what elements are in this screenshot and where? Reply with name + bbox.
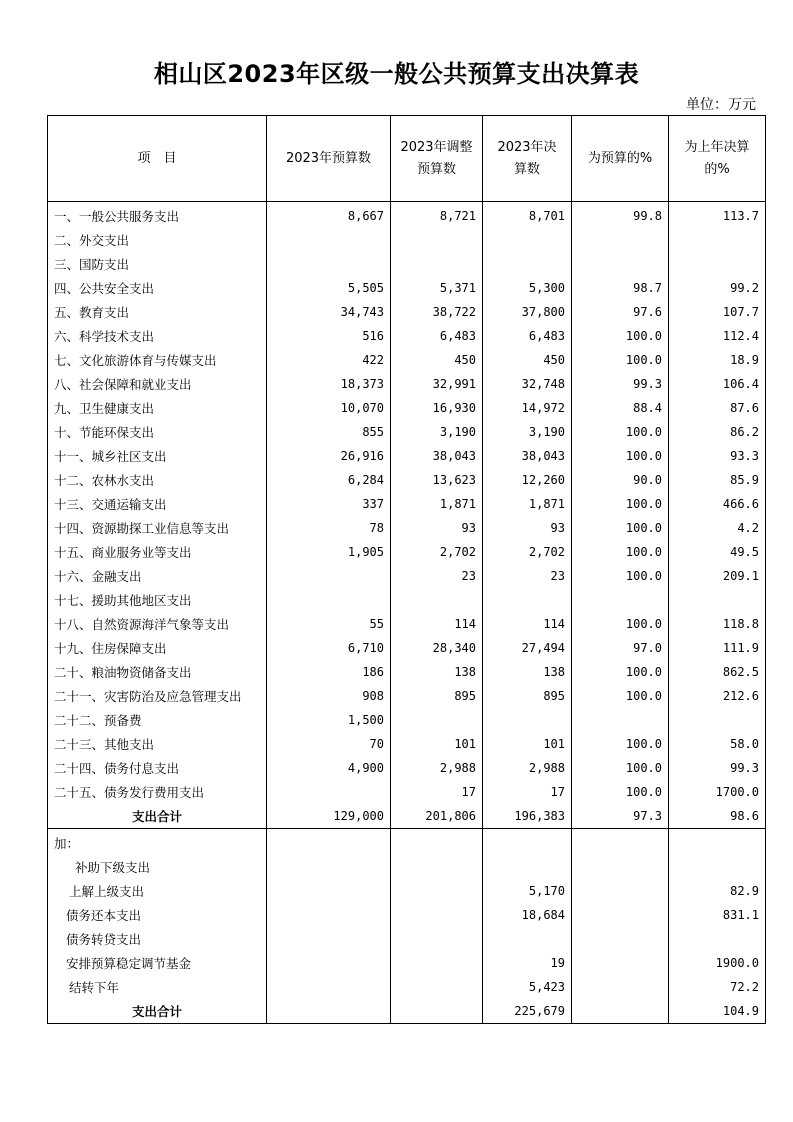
cell-final [483, 829, 572, 856]
cell-adjusted: 32,991 [391, 372, 483, 396]
cell-adjusted: 17 [391, 780, 483, 804]
cell-budget: 5,505 [267, 276, 391, 300]
row-name: 支出合计 [48, 804, 267, 829]
table-row [48, 564, 766, 588]
row-name: 十、节能环保支出 [48, 420, 267, 444]
cell-final: 18,684 [483, 903, 572, 927]
cell-pct-prev [669, 829, 766, 856]
table-row [48, 324, 766, 348]
cell-pct-budget: 100.0 [572, 564, 669, 588]
table-body [48, 202, 766, 1024]
cell-adjusted: 23 [391, 564, 483, 588]
cell-adjusted [391, 228, 483, 252]
cell-budget: 337 [267, 492, 391, 516]
table-row [48, 903, 766, 927]
cell-pct-prev: 106.4 [669, 372, 766, 396]
cell-pct-budget: 99.3 [572, 372, 669, 396]
cell-pct-budget: 97.3 [572, 804, 669, 829]
cell-pct-prev: 4.2 [669, 516, 766, 540]
page-title: 相山区2023年区级一般公共预算支出决算表 [153, 60, 640, 88]
unit-label: 单位：万元 [686, 97, 756, 113]
table-row [48, 444, 766, 468]
row-name: 二十三、其他支出 [48, 732, 267, 756]
row-name: 二十一、灾害防治及应急管理支出 [48, 684, 267, 708]
table-row [48, 804, 766, 829]
table-row [48, 202, 766, 229]
cell-pct-budget: 100.0 [572, 420, 669, 444]
cell-adjusted: 114 [391, 612, 483, 636]
row-name: 一、一般公共服务支出 [48, 202, 267, 229]
table-row [48, 420, 766, 444]
header-final-line1: 2023年决 [497, 139, 557, 155]
cell-final: 14,972 [483, 396, 572, 420]
header-item: 项 目 [48, 116, 267, 202]
cell-pct-budget: 97.6 [572, 300, 669, 324]
cell-pct-budget: 90.0 [572, 468, 669, 492]
cell-final: 895 [483, 684, 572, 708]
cell-adjusted: 5,371 [391, 276, 483, 300]
row-name: 十三、交通运输支出 [48, 492, 267, 516]
row-name: 上解上级支出 [48, 879, 267, 903]
cell-final: 450 [483, 348, 572, 372]
cell-pct-prev: 112.4 [669, 324, 766, 348]
cell-adjusted [391, 975, 483, 999]
cell-pct-prev [669, 708, 766, 732]
row-name: 债务转贷支出 [48, 927, 267, 951]
cell-adjusted: 16,930 [391, 396, 483, 420]
row-name: 十一、城乡社区支出 [48, 444, 267, 468]
cell-pct-prev: 58.0 [669, 732, 766, 756]
cell-pct-budget: 100.0 [572, 780, 669, 804]
cell-final: 5,170 [483, 879, 572, 903]
cell-final: 8,701 [483, 202, 572, 229]
row-name: 二十四、债务付息支出 [48, 756, 267, 780]
cell-final [483, 228, 572, 252]
cell-pct-budget [572, 252, 669, 276]
cell-budget: 6,284 [267, 468, 391, 492]
cell-budget: 10,070 [267, 396, 391, 420]
cell-pct-budget: 100.0 [572, 540, 669, 564]
cell-pct-budget: 100.0 [572, 492, 669, 516]
table-row [48, 879, 766, 903]
cell-final: 37,800 [483, 300, 572, 324]
cell-budget [267, 879, 391, 903]
cell-pct-budget [572, 228, 669, 252]
cell-pct-budget [572, 855, 669, 879]
cell-adjusted: 895 [391, 684, 483, 708]
cell-final: 19 [483, 951, 572, 975]
cell-budget [267, 903, 391, 927]
cell-adjusted: 2,702 [391, 540, 483, 564]
cell-budget: 908 [267, 684, 391, 708]
cell-pct-prev: 107.7 [669, 300, 766, 324]
cell-pct-prev: 1700.0 [669, 780, 766, 804]
cell-adjusted [391, 708, 483, 732]
row-name: 债务还本支出 [48, 903, 267, 927]
cell-budget: 6,710 [267, 636, 391, 660]
cell-budget: 70 [267, 732, 391, 756]
cell-final [483, 927, 572, 951]
cell-budget [267, 564, 391, 588]
cell-pct-budget [572, 708, 669, 732]
header-pct-prev-line2: 的% [704, 161, 730, 177]
table-row [48, 540, 766, 564]
cell-final: 196,383 [483, 804, 572, 829]
cell-pct-prev: 831.1 [669, 903, 766, 927]
cell-final: 12,260 [483, 468, 572, 492]
cell-adjusted: 6,483 [391, 324, 483, 348]
header-final [483, 116, 572, 202]
cell-final: 3,190 [483, 420, 572, 444]
row-name: 十六、金融支出 [48, 564, 267, 588]
table-row [48, 228, 766, 252]
row-name: 八、社会保障和就业支出 [48, 372, 267, 396]
cell-final: 1,871 [483, 492, 572, 516]
header-adjusted-line2: 预算数 [416, 161, 456, 177]
cell-pct-budget [572, 829, 669, 856]
table-row [48, 756, 766, 780]
row-name: 十二、农林水支出 [48, 468, 267, 492]
cell-adjusted: 101 [391, 732, 483, 756]
cell-final: 114 [483, 612, 572, 636]
table-row [48, 927, 766, 951]
cell-adjusted [391, 855, 483, 879]
cell-adjusted [391, 903, 483, 927]
cell-pct-budget: 100.0 [572, 660, 669, 684]
row-name: 十五、商业服务业等支出 [48, 540, 267, 564]
table-row [48, 855, 766, 879]
row-name: 结转下年 [48, 975, 267, 999]
cell-pct-budget: 99.8 [572, 202, 669, 229]
cell-pct-prev: 466.6 [669, 492, 766, 516]
cell-budget [267, 588, 391, 612]
cell-adjusted: 2,988 [391, 756, 483, 780]
cell-pct-prev [669, 228, 766, 252]
cell-pct-prev: 86.2 [669, 420, 766, 444]
cell-budget: 78 [267, 516, 391, 540]
row-name: 二十、粮油物资储备支出 [48, 660, 267, 684]
row-name: 加： [48, 829, 267, 856]
cell-budget: 4,900 [267, 756, 391, 780]
cell-final: 225,679 [483, 999, 572, 1024]
cell-pct-budget: 100.0 [572, 348, 669, 372]
table-row [48, 660, 766, 684]
table-row [48, 636, 766, 660]
table-row [48, 492, 766, 516]
cell-pct-prev: 104.9 [669, 999, 766, 1024]
table-row [48, 516, 766, 540]
cell-budget [267, 228, 391, 252]
cell-pct-prev: 209.1 [669, 564, 766, 588]
row-name: 四、公共安全支出 [48, 276, 267, 300]
header-pct-prev [669, 116, 766, 202]
table-row [48, 732, 766, 756]
cell-pct-prev: 49.5 [669, 540, 766, 564]
cell-pct-budget [572, 588, 669, 612]
cell-pct-budget: 100.0 [572, 324, 669, 348]
cell-final: 38,043 [483, 444, 572, 468]
cell-final: 17 [483, 780, 572, 804]
cell-budget: 18,373 [267, 372, 391, 396]
cell-pct-budget: 88.4 [572, 396, 669, 420]
cell-pct-budget: 97.0 [572, 636, 669, 660]
table-row [48, 999, 766, 1024]
cell-pct-budget [572, 879, 669, 903]
table-row [48, 951, 766, 975]
cell-final: 93 [483, 516, 572, 540]
cell-adjusted: 28,340 [391, 636, 483, 660]
row-name: 七、文化旅游体育与传媒支出 [48, 348, 267, 372]
row-name: 十七、援助其他地区支出 [48, 588, 267, 612]
cell-pct-prev [669, 252, 766, 276]
cell-budget: 422 [267, 348, 391, 372]
row-name: 十八、自然资源海洋气象等支出 [48, 612, 267, 636]
cell-budget: 55 [267, 612, 391, 636]
cell-budget [267, 927, 391, 951]
cell-pct-budget: 100.0 [572, 612, 669, 636]
cell-adjusted [391, 252, 483, 276]
cell-pct-prev [669, 855, 766, 879]
cell-pct-budget [572, 975, 669, 999]
row-name: 安排预算稳定调节基金 [48, 951, 267, 975]
cell-final: 2,988 [483, 756, 572, 780]
cell-pct-prev: 99.2 [669, 276, 766, 300]
cell-pct-prev: 87.6 [669, 396, 766, 420]
cell-budget: 1,500 [267, 708, 391, 732]
header-adjusted-line1: 2023年调整 [400, 139, 473, 155]
header-pct-budget: 为预算的% [572, 116, 669, 202]
cell-final: 101 [483, 732, 572, 756]
cell-pct-budget: 100.0 [572, 684, 669, 708]
cell-budget [267, 999, 391, 1024]
cell-budget [267, 855, 391, 879]
cell-budget: 34,743 [267, 300, 391, 324]
table-row [48, 252, 766, 276]
row-name: 六、科学技术支出 [48, 324, 267, 348]
table-row [48, 348, 766, 372]
cell-pct-prev: 113.7 [669, 202, 766, 229]
row-name: 十四、资源勘探工业信息等支出 [48, 516, 267, 540]
cell-pct-prev: 85.9 [669, 468, 766, 492]
cell-pct-prev [669, 588, 766, 612]
cell-final [483, 588, 572, 612]
cell-adjusted: 3,190 [391, 420, 483, 444]
cell-adjusted [391, 829, 483, 856]
cell-budget: 186 [267, 660, 391, 684]
cell-pct-prev: 111.9 [669, 636, 766, 660]
table-row [48, 396, 766, 420]
cell-adjusted: 93 [391, 516, 483, 540]
cell-pct-prev [669, 927, 766, 951]
cell-final: 23 [483, 564, 572, 588]
row-name: 支出合计 [48, 999, 267, 1024]
cell-final [483, 855, 572, 879]
row-name: 九、卫生健康支出 [48, 396, 267, 420]
table-row [48, 276, 766, 300]
row-name: 补助下级支出 [48, 855, 267, 879]
row-name: 二十五、债务发行费用支出 [48, 780, 267, 804]
cell-budget [267, 829, 391, 856]
cell-adjusted [391, 927, 483, 951]
table-row [48, 300, 766, 324]
cell-pct-budget: 100.0 [572, 756, 669, 780]
cell-final: 138 [483, 660, 572, 684]
cell-pct-prev: 72.2 [669, 975, 766, 999]
cell-pct-budget [572, 951, 669, 975]
cell-budget: 8,667 [267, 202, 391, 229]
cell-adjusted: 1,871 [391, 492, 483, 516]
cell-adjusted [391, 879, 483, 903]
cell-pct-budget: 100.0 [572, 732, 669, 756]
cell-pct-prev: 99.3 [669, 756, 766, 780]
cell-adjusted: 8,721 [391, 202, 483, 229]
table-row [48, 468, 766, 492]
cell-budget: 1,905 [267, 540, 391, 564]
cell-budget: 26,916 [267, 444, 391, 468]
header-budget: 2023年预算数 [267, 116, 391, 202]
row-name: 二、外交支出 [48, 228, 267, 252]
cell-final: 5,423 [483, 975, 572, 999]
cell-adjusted: 138 [391, 660, 483, 684]
cell-pct-budget: 98.7 [572, 276, 669, 300]
table-row [48, 708, 766, 732]
table-row [48, 588, 766, 612]
cell-final [483, 252, 572, 276]
cell-final: 2,702 [483, 540, 572, 564]
header-final-line2: 算数 [513, 161, 540, 177]
cell-pct-budget [572, 903, 669, 927]
cell-pct-prev: 93.3 [669, 444, 766, 468]
header-pct-prev-line1: 为上年决算 [684, 139, 750, 155]
table-row [48, 372, 766, 396]
cell-budget: 516 [267, 324, 391, 348]
cell-budget [267, 951, 391, 975]
cell-pct-budget [572, 999, 669, 1024]
cell-budget: 129,000 [267, 804, 391, 829]
cell-adjusted [391, 588, 483, 612]
header-adjusted [391, 116, 483, 202]
cell-adjusted: 38,722 [391, 300, 483, 324]
cell-budget [267, 252, 391, 276]
cell-pct-prev: 118.8 [669, 612, 766, 636]
row-name: 二十二、预备费 [48, 708, 267, 732]
cell-adjusted: 13,623 [391, 468, 483, 492]
cell-pct-prev: 82.9 [669, 879, 766, 903]
cell-adjusted [391, 951, 483, 975]
cell-pct-prev: 1900.0 [669, 951, 766, 975]
cell-pct-prev: 212.6 [669, 684, 766, 708]
cell-adjusted: 201,806 [391, 804, 483, 829]
cell-pct-budget [572, 927, 669, 951]
cell-pct-prev: 98.6 [669, 804, 766, 829]
cell-final: 5,300 [483, 276, 572, 300]
row-name: 三、国防支出 [48, 252, 267, 276]
cell-final: 32,748 [483, 372, 572, 396]
row-name: 五、教育支出 [48, 300, 267, 324]
cell-budget [267, 975, 391, 999]
cell-pct-budget: 100.0 [572, 516, 669, 540]
cell-pct-prev: 18.9 [669, 348, 766, 372]
cell-final: 27,494 [483, 636, 572, 660]
table-row [48, 780, 766, 804]
cell-final [483, 708, 572, 732]
cell-adjusted: 450 [391, 348, 483, 372]
expenditure-table [47, 115, 766, 1024]
cell-pct-prev: 862.5 [669, 660, 766, 684]
cell-adjusted [391, 999, 483, 1024]
cell-budget: 855 [267, 420, 391, 444]
cell-budget [267, 780, 391, 804]
table-row [48, 975, 766, 999]
row-name: 十九、住房保障支出 [48, 636, 267, 660]
cell-pct-budget: 100.0 [572, 444, 669, 468]
table-row [48, 684, 766, 708]
cell-adjusted: 38,043 [391, 444, 483, 468]
cell-final: 6,483 [483, 324, 572, 348]
table-row [48, 829, 766, 856]
table-header-row [48, 116, 766, 202]
table-row [48, 612, 766, 636]
